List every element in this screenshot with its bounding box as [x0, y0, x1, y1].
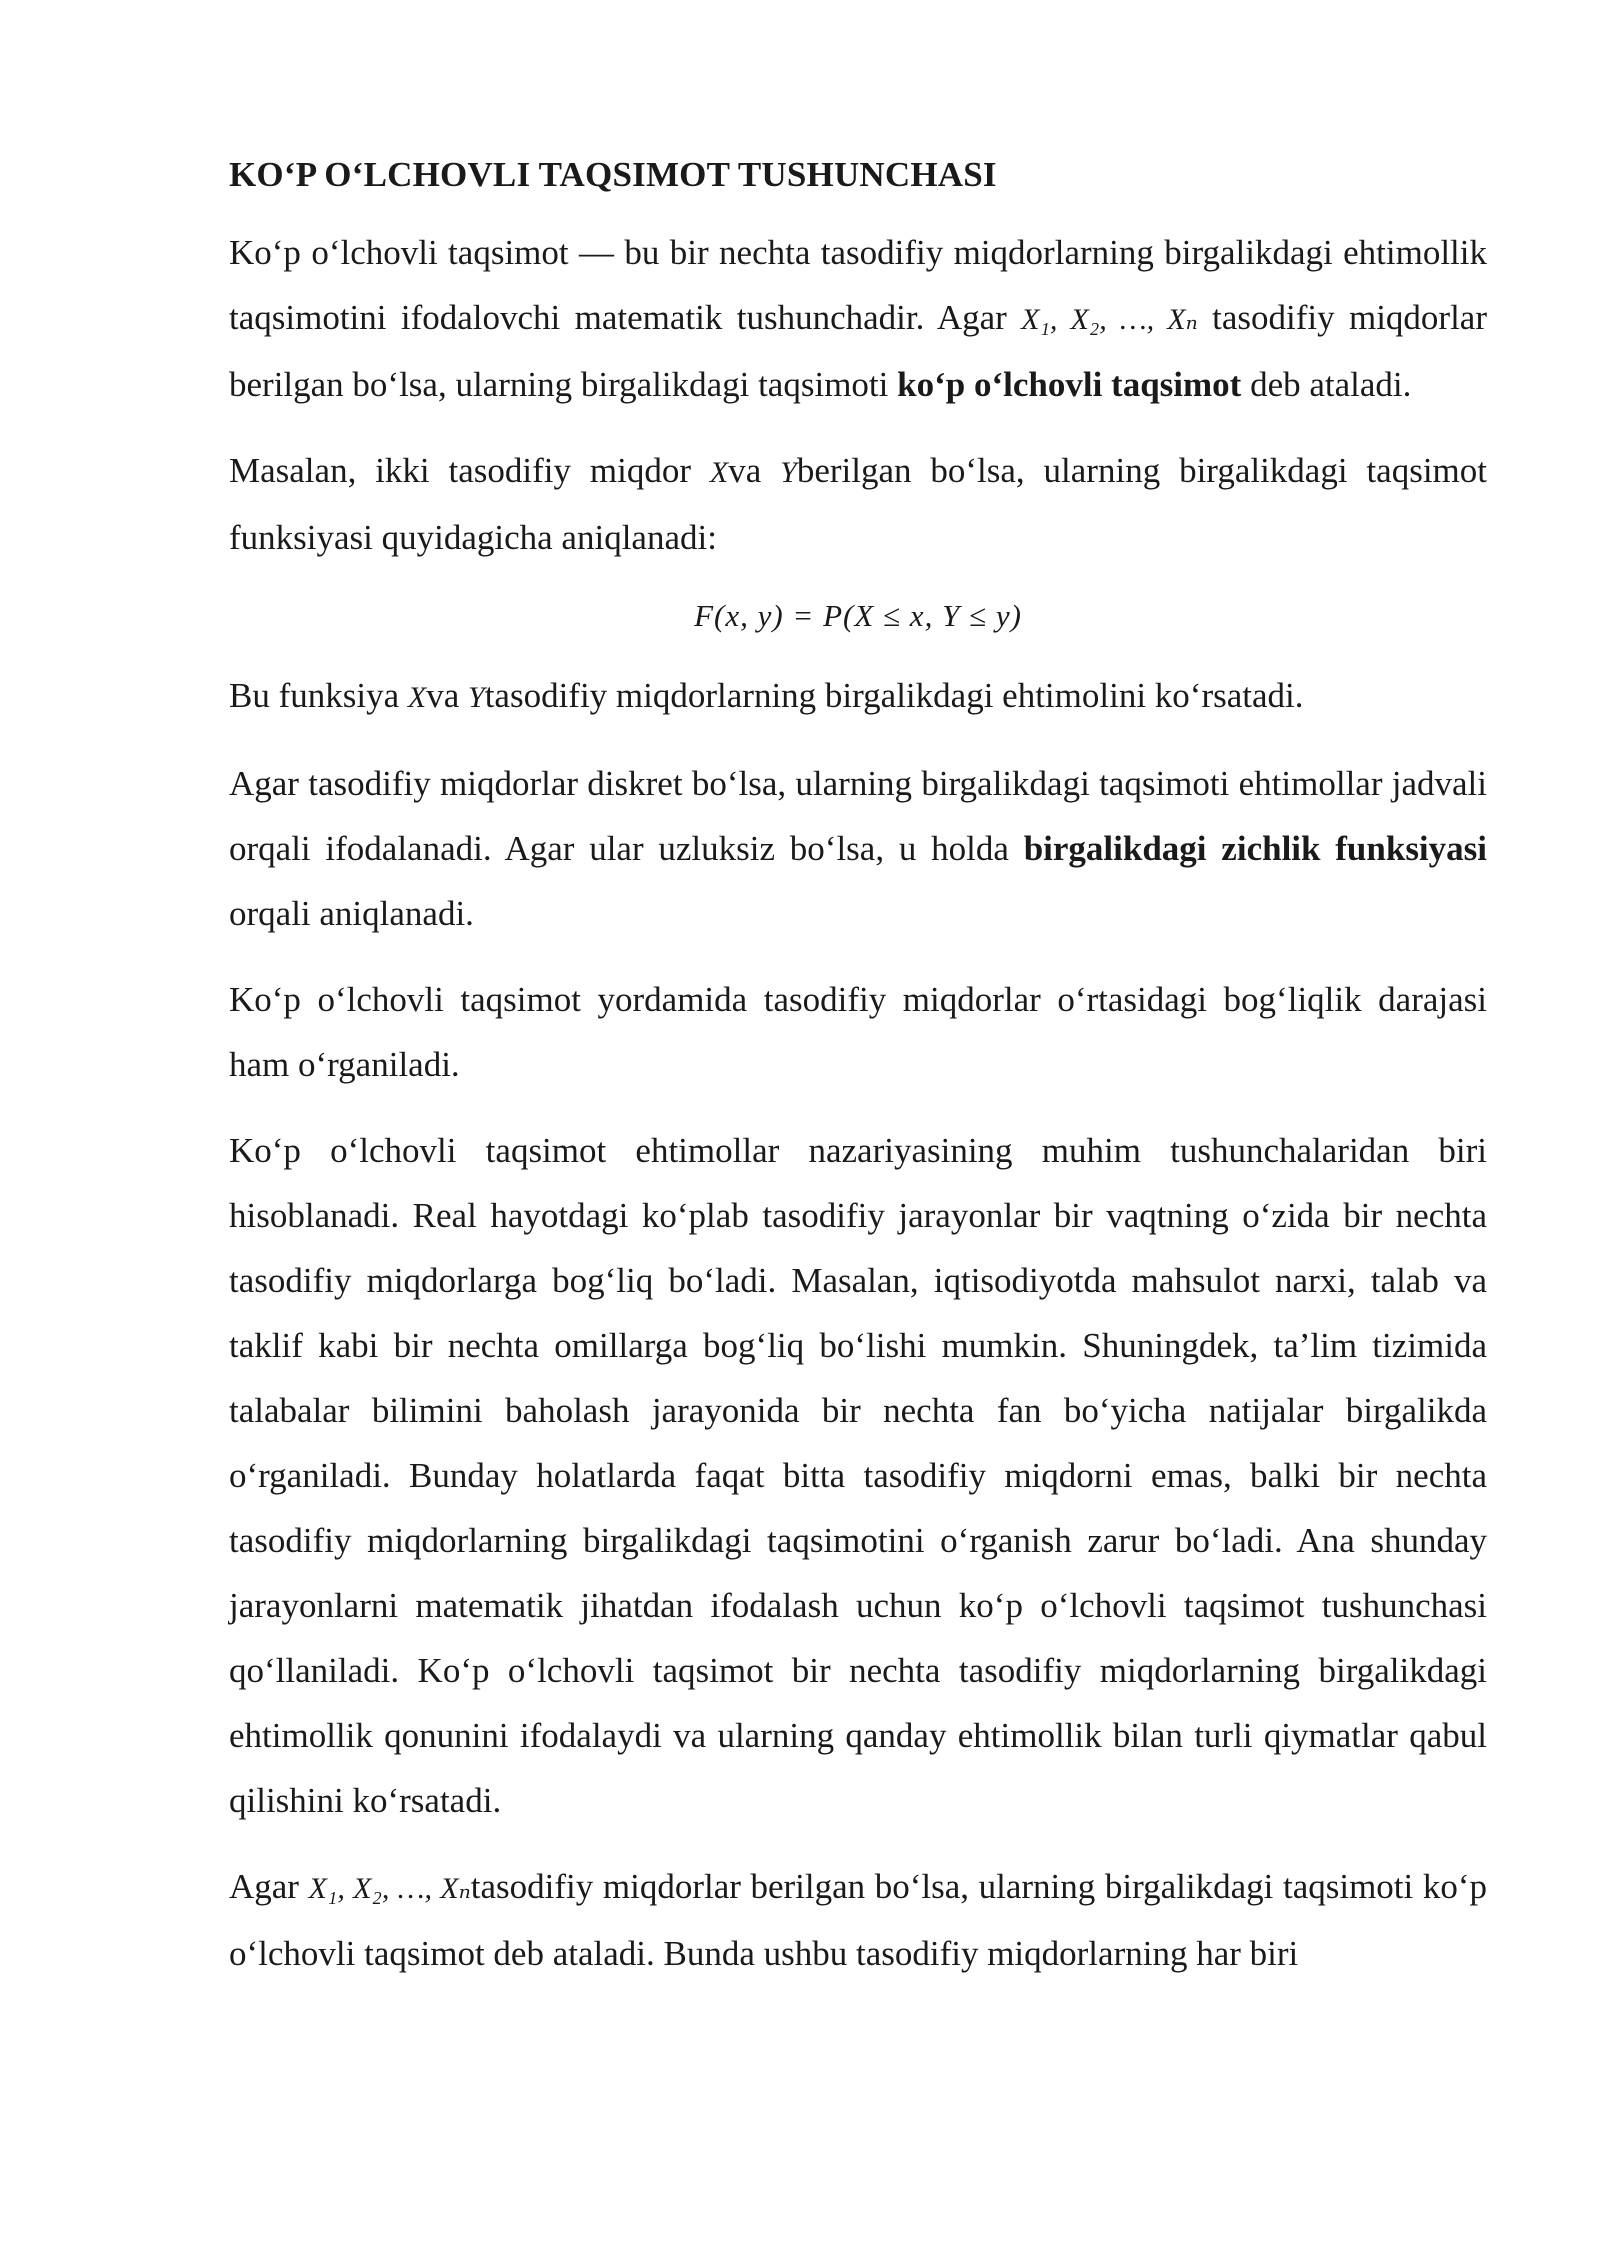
text: tasodifiy miqdorlarning birgalikdagi ehtimolini ko‘rsatadi.	[484, 676, 1304, 715]
bold-term: ko‘p o‘lchovli taqsimot	[897, 365, 1242, 404]
math-y: Y	[468, 681, 485, 714]
text: Masalan, ikki tasodifiy miqdor	[229, 451, 710, 490]
math-x: X	[709, 456, 729, 489]
text: Agar	[229, 1867, 309, 1906]
text: berilgan bo‘lsa, ularning birgalikdagi taqsimot funksiyasi quyidagicha aniqlanadi:	[229, 451, 1487, 557]
math-variables: X₁, X₂, …, Xₙ	[308, 1872, 471, 1905]
bold-term: birgalikdagi zichlik funksiyasi	[1023, 829, 1488, 868]
text: tasodifiy miqdorlar berilgan bo‘lsa, ularning birgalikdagi taqsimoti	[229, 298, 1487, 404]
paragraph-importance: Ko‘p o‘lchovli taqsimot ehtimollar nazariyasining muhim tushunchalaridan biri hisoblanadi. Real hayotdagi ko‘plab tasodifiy jarayonlar bir vaqtning o‘zida bir nechta tasodifiy miqdorlarga bog‘liq bo‘ladi. Masalan, iqtisodiyotda mahsulot narxi, talab va taklif kabi bir nechta omillarga bog‘liq bo‘lishi mumkin. Shuningdek, ta’lim tizimida talabalar bilimini baholash jarayonida bir nechta fan bo‘yicha natijalar birgalikda o‘rganiladi. Bunday holatlarda faqat bitta tasodifiy miqdorni emas, balki bir nechta tasodifiy miqdorlarning birgalikdagi taqsimotini o‘rganish zarur bo‘ladi. Ana shunday jarayonlarni matematik jihatdan ifodalash uchun ko‘p o‘lchovli taqsimot tushunchasi qo‘llaniladi. Ko‘p o‘lchovli taqsimot bir nechta tasodifiy miqdorlarning birgalikdagi ehtimollik qonunini ifodalaydi va ularning qanday ehtimollik bilan turli qiymatlar qabul qilishini ko‘rsatadi.	[229, 1131, 1487, 1820]
text: deb ataladi.	[1241, 365, 1412, 404]
document-page	[229, 150, 1487, 2007]
math-y: Y	[780, 456, 797, 489]
math-variables: X₁, X₂, …, Xₙ	[1021, 303, 1198, 336]
paragraph-discrete-continuous	[229, 751, 1487, 946]
text: Ko‘p o‘lchovli taqsimot — bu bir nechta tasodifiy miqdorlarning birgalikdagi ehtimollik taqsimotini ifodalovchi matematik tushunchadir. Agar	[229, 233, 1487, 337]
paragraph-example	[229, 438, 1487, 570]
text: va	[728, 451, 781, 490]
text: Bu funksiya	[229, 676, 408, 715]
text: Agar tasodifiy miqdorlar diskret bo‘lsa, ularning birgalikdagi taqsimoti ehtimollar jadvali orqali ifodalanadi. Agar ular uzluksiz bo‘lsa, u holda	[229, 764, 1487, 868]
paragraph-function-meaning	[229, 663, 1487, 730]
math-x: X	[407, 681, 427, 714]
paragraph-definition	[229, 220, 1487, 417]
text: va	[426, 676, 469, 715]
text: tasodifiy miqdorlar berilgan bo‘lsa, ularning birgalikdagi taqsimoti ko‘p o‘lchovli taqsimot deb ataladi. Bunda ushbu tasodifiy miqdorlarning har biri	[229, 1867, 1487, 1973]
formula-distribution-function: F(x, y) = P(X ≤ x, Y ≤ y)	[694, 598, 1022, 633]
paragraph-continuation	[229, 1854, 1487, 1986]
paragraph-dependence: Ko‘p o‘lchovli taqsimot yordamida tasodifiy miqdorlar o‘rtasidagi bog‘liqlik darajasi ham o‘rganiladi.	[229, 980, 1487, 1084]
text: orqali aniqlanadi.	[229, 894, 474, 933]
document-title: KO‘P O‘LCHOVLI TAQSIMOT TUSHUNCHASI	[229, 155, 997, 194]
